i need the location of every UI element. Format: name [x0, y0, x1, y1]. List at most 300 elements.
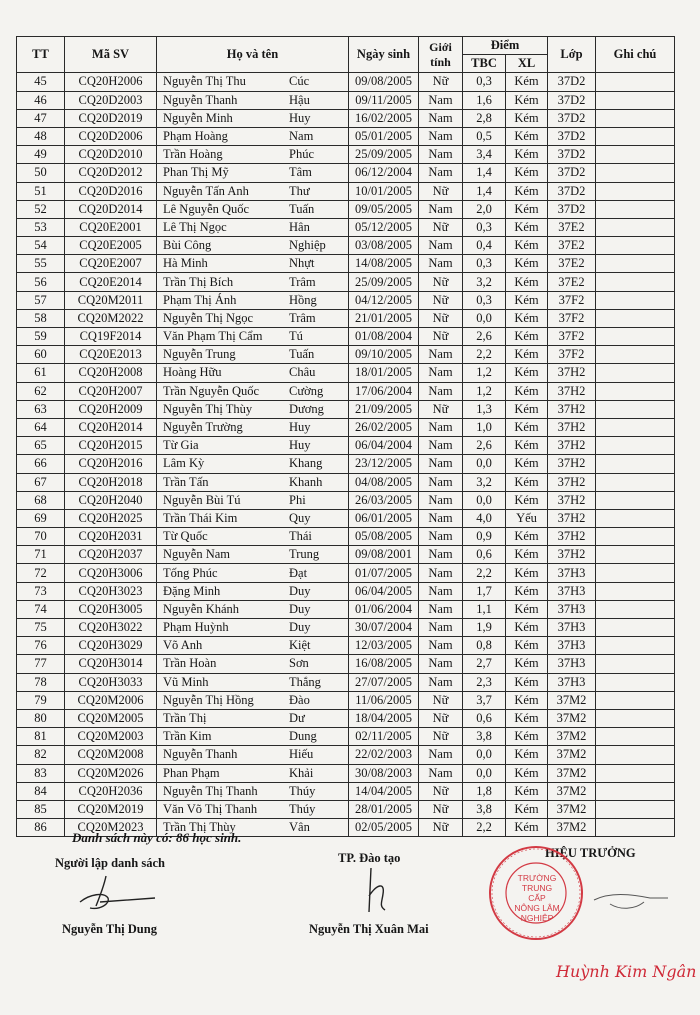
cell-tbc: 2,7	[463, 655, 506, 673]
cell-full-name	[157, 164, 349, 182]
cell-birth-date: 30/07/2004	[349, 619, 419, 637]
cell-tbc: 2,2	[463, 564, 506, 582]
cell-student-id: CQ20H2031	[65, 528, 157, 546]
cell-gender: Nam	[419, 564, 463, 582]
cell-birth-date: 05/12/2005	[349, 218, 419, 236]
cell-class: 37M2	[548, 746, 596, 764]
cell-class: 37H2	[548, 364, 596, 382]
cell-birth-date: 06/04/2005	[349, 582, 419, 600]
cell-surname: Phan Thị Mỹ	[163, 165, 229, 180]
cell-note	[596, 564, 675, 582]
cell-given-name: Duy	[289, 583, 311, 598]
table-row	[17, 746, 675, 764]
cell-xl: Kém	[506, 273, 548, 291]
cell-student-id: CQ20E2007	[65, 255, 157, 273]
cell-gender: Nam	[419, 600, 463, 618]
cell-class: 37E2	[548, 255, 596, 273]
table-row	[17, 800, 675, 818]
cell-birth-date: 16/08/2005	[349, 655, 419, 673]
table-row	[17, 455, 675, 473]
cell-xl: Kém	[506, 73, 548, 91]
student-roster-table	[16, 36, 675, 837]
cell-full-name	[157, 273, 349, 291]
cell-full-name	[157, 600, 349, 618]
cell-surname: Trần Thị Thùy	[163, 820, 236, 835]
cell-xl: Yếu	[506, 509, 548, 527]
cell-given-name: Cường	[289, 383, 324, 398]
cell-note	[596, 364, 675, 382]
cell-birth-date: 04/12/2005	[349, 291, 419, 309]
cell-xl: Kém	[506, 164, 548, 182]
cell-class: 37H2	[548, 546, 596, 564]
cell-xl: Kém	[506, 600, 548, 618]
cell-surname: Nguyễn Thị Thanh	[163, 783, 258, 798]
cell-xl: Kém	[506, 346, 548, 364]
cell-given-name: Trâm	[289, 274, 316, 289]
cell-student-id: CQ20M2008	[65, 746, 157, 764]
cell-full-name	[157, 109, 349, 127]
cell-note	[596, 491, 675, 509]
cell-given-name: Nam	[289, 129, 314, 144]
cell-student-id: CQ20H2037	[65, 546, 157, 564]
cell-student-id: CQ20M2026	[65, 764, 157, 782]
table-row	[17, 418, 675, 436]
cell-given-name: Tuấn	[289, 201, 315, 216]
cell-given-name: Đào	[289, 692, 310, 707]
table-row	[17, 109, 675, 127]
cell-gender: Nam	[419, 746, 463, 764]
cell-xl: Kém	[506, 709, 548, 727]
cell-student-id: CQ20H3023	[65, 582, 157, 600]
table-row	[17, 546, 675, 564]
cell-tbc: 0,3	[463, 73, 506, 91]
cell-gender: Nữ	[419, 782, 463, 800]
cell-tt: 76	[17, 637, 65, 655]
cell-gender: Nam	[419, 491, 463, 509]
cell-birth-date: 02/05/2005	[349, 819, 419, 837]
table-row	[17, 673, 675, 691]
cell-tbc: 0,0	[463, 309, 506, 327]
table-row	[17, 255, 675, 273]
cell-surname: Phạm Huỳnh	[163, 620, 229, 635]
cell-full-name	[157, 546, 349, 564]
cell-full-name	[157, 782, 349, 800]
cell-birth-date: 18/04/2005	[349, 709, 419, 727]
cell-gender: Nam	[419, 673, 463, 691]
cell-given-name: Huy	[289, 438, 311, 453]
cell-given-name: Hậu	[289, 92, 310, 107]
cell-given-name: Dương	[289, 401, 324, 416]
cell-birth-date: 05/08/2005	[349, 528, 419, 546]
cell-tt: 57	[17, 291, 65, 309]
cell-tt: 48	[17, 127, 65, 145]
cell-gender: Nữ	[419, 709, 463, 727]
cell-given-name: Trung	[289, 547, 320, 562]
header-gender: Giới tính	[419, 37, 463, 73]
cell-gender: Nam	[419, 528, 463, 546]
cell-tbc: 2,8	[463, 109, 506, 127]
cell-xl: Kém	[506, 382, 548, 400]
cell-surname: Trần Thái Kim	[163, 510, 238, 525]
cell-birth-date: 11/06/2005	[349, 691, 419, 709]
cell-gender: Nam	[419, 255, 463, 273]
cell-full-name	[157, 200, 349, 218]
cell-note	[596, 764, 675, 782]
table-row	[17, 200, 675, 218]
cell-surname: Từ Quốc	[163, 529, 208, 544]
cell-tt: 83	[17, 764, 65, 782]
cell-full-name	[157, 619, 349, 637]
cell-given-name: Thúy	[289, 783, 316, 798]
cell-class: 37F2	[548, 309, 596, 327]
cell-class: 37D2	[548, 127, 596, 145]
cell-class: 37M2	[548, 800, 596, 818]
cell-class: 37D2	[548, 182, 596, 200]
cell-full-name	[157, 127, 349, 145]
cell-full-name	[157, 91, 349, 109]
cell-xl: Kém	[506, 637, 548, 655]
cell-xl: Kém	[506, 109, 548, 127]
cell-tbc: 0,0	[463, 491, 506, 509]
training-title: TP. Đào tạo	[338, 851, 401, 865]
cell-student-id: CQ20M2022	[65, 309, 157, 327]
cell-tt: 85	[17, 800, 65, 818]
cell-class: 37D2	[548, 73, 596, 91]
cell-note	[596, 237, 675, 255]
cell-full-name	[157, 800, 349, 818]
cell-surname: Nguyễn Thị Thùy	[163, 401, 253, 416]
cell-surname: Nguyễn Thanh	[163, 747, 238, 762]
table-row	[17, 655, 675, 673]
cell-note	[596, 746, 675, 764]
cell-birth-date: 01/07/2005	[349, 564, 419, 582]
cell-class: 37H2	[548, 400, 596, 418]
cell-full-name	[157, 655, 349, 673]
cell-birth-date: 01/08/2004	[349, 328, 419, 346]
cell-tt: 45	[17, 73, 65, 91]
cell-birth-date: 30/08/2003	[349, 764, 419, 782]
cell-class: 37H2	[548, 418, 596, 436]
cell-given-name: Nghiệp	[289, 238, 326, 253]
cell-surname: Trần Hoàng	[163, 147, 223, 162]
table-row	[17, 473, 675, 491]
cell-xl: Kém	[506, 364, 548, 382]
header-birth-date: Ngày sinh	[349, 37, 419, 73]
cell-tbc: 2,6	[463, 437, 506, 455]
cell-gender: Nam	[419, 582, 463, 600]
cell-student-id: CQ20H2015	[65, 437, 157, 455]
cell-birth-date: 09/10/2005	[349, 346, 419, 364]
cell-class: 37H2	[548, 491, 596, 509]
cell-tt: 58	[17, 309, 65, 327]
cell-student-id: CQ20M2005	[65, 709, 157, 727]
cell-given-name: Hân	[289, 219, 310, 234]
cell-tbc: 1,2	[463, 382, 506, 400]
cell-gender: Nam	[419, 109, 463, 127]
cell-gender: Nam	[419, 382, 463, 400]
cell-surname: Phạm Hoàng	[163, 129, 228, 144]
cell-student-id: CQ20M2019	[65, 800, 157, 818]
cell-student-id: CQ20E2005	[65, 237, 157, 255]
cell-full-name	[157, 455, 349, 473]
cell-given-name: Phúc	[289, 147, 314, 162]
cell-birth-date: 04/08/2005	[349, 473, 419, 491]
cell-note	[596, 164, 675, 182]
cell-surname: Tống Phúc	[163, 565, 218, 580]
preparer-signature	[70, 872, 160, 914]
cell-birth-date: 14/08/2005	[349, 255, 419, 273]
cell-gender: Nữ	[419, 800, 463, 818]
cell-xl: Kém	[506, 218, 548, 236]
cell-surname: Trần Tấn	[163, 474, 209, 489]
cell-note	[596, 255, 675, 273]
cell-full-name	[157, 528, 349, 546]
cell-note	[596, 200, 675, 218]
cell-birth-date: 12/03/2005	[349, 637, 419, 655]
cell-given-name: Cúc	[289, 74, 310, 89]
cell-tbc: 0,8	[463, 637, 506, 655]
cell-tt: 84	[17, 782, 65, 800]
cell-full-name	[157, 182, 349, 200]
cell-full-name	[157, 418, 349, 436]
cell-full-name	[157, 473, 349, 491]
cell-class: 37H3	[548, 637, 596, 655]
principal-title: HIỆU TRƯỞNG	[545, 846, 636, 860]
table-row	[17, 237, 675, 255]
cell-student-id: CQ20H2025	[65, 509, 157, 527]
cell-gender: Nữ	[419, 73, 463, 91]
cell-class: 37D2	[548, 109, 596, 127]
cell-tbc: 0,5	[463, 127, 506, 145]
cell-tt: 77	[17, 655, 65, 673]
cell-birth-date: 06/12/2004	[349, 164, 419, 182]
cell-note	[596, 782, 675, 800]
cell-full-name	[157, 400, 349, 418]
cell-class: 37E2	[548, 237, 596, 255]
cell-birth-date: 26/02/2005	[349, 418, 419, 436]
training-signature	[355, 866, 405, 916]
cell-tt: 59	[17, 328, 65, 346]
cell-given-name: Hồng	[289, 292, 317, 307]
cell-xl: Kém	[506, 746, 548, 764]
header-tbc: TBC	[463, 55, 506, 73]
cell-tbc: 1,4	[463, 164, 506, 182]
cell-tbc: 2,2	[463, 346, 506, 364]
cell-surname: Nguyễn Khánh	[163, 601, 240, 616]
cell-tt: 80	[17, 709, 65, 727]
cell-given-name: Phi	[289, 492, 306, 507]
cell-student-id: CQ20H2040	[65, 491, 157, 509]
cell-gender: Nữ	[419, 819, 463, 837]
table-row	[17, 309, 675, 327]
cell-tt: 65	[17, 437, 65, 455]
cell-class: 37H3	[548, 619, 596, 637]
cell-student-id: CQ20H2016	[65, 455, 157, 473]
cell-note	[596, 709, 675, 727]
cell-xl: Kém	[506, 800, 548, 818]
cell-tbc: 2,0	[463, 200, 506, 218]
header-full-name: Họ và tên	[157, 37, 349, 73]
cell-xl: Kém	[506, 455, 548, 473]
cell-surname: Lâm Kỳ	[163, 456, 205, 471]
cell-class: 37D2	[548, 164, 596, 182]
cell-birth-date: 09/08/2005	[349, 73, 419, 91]
cell-student-id: CQ20H3033	[65, 673, 157, 691]
cell-tt: 53	[17, 218, 65, 236]
header-note: Ghi chú	[596, 37, 675, 73]
cell-given-name: Huy	[289, 420, 311, 435]
cell-class: 37D2	[548, 200, 596, 218]
cell-xl: Kém	[506, 127, 548, 145]
table-row	[17, 528, 675, 546]
cell-class: 37H2	[548, 528, 596, 546]
table-row	[17, 691, 675, 709]
cell-student-id: CQ20M2023	[65, 819, 157, 837]
cell-tt: 69	[17, 509, 65, 527]
cell-gender: Nam	[419, 764, 463, 782]
header-row	[17, 37, 675, 55]
cell-given-name: Duy	[289, 601, 311, 616]
cell-tbc: 1,3	[463, 400, 506, 418]
cell-note	[596, 582, 675, 600]
cell-gender: Nam	[419, 455, 463, 473]
cell-birth-date: 10/01/2005	[349, 182, 419, 200]
cell-tbc: 1,2	[463, 364, 506, 382]
cell-class: 37M2	[548, 691, 596, 709]
cell-tt: 61	[17, 364, 65, 382]
cell-tt: 64	[17, 418, 65, 436]
cell-given-name: Vân	[289, 820, 310, 835]
cell-given-name: Khang	[289, 456, 323, 471]
cell-tbc: 3,2	[463, 473, 506, 491]
cell-tt: 51	[17, 182, 65, 200]
table-row	[17, 346, 675, 364]
cell-full-name	[157, 582, 349, 600]
cell-tbc: 0,0	[463, 764, 506, 782]
cell-class: 37H3	[548, 582, 596, 600]
cell-gender: Nữ	[419, 218, 463, 236]
cell-given-name: Sơn	[289, 656, 309, 671]
cell-tbc: 0,0	[463, 746, 506, 764]
cell-xl: Kém	[506, 200, 548, 218]
cell-full-name	[157, 673, 349, 691]
cell-tt: 74	[17, 600, 65, 618]
cell-birth-date: 17/06/2004	[349, 382, 419, 400]
cell-birth-date: 22/02/2003	[349, 746, 419, 764]
cell-tbc: 3,4	[463, 146, 506, 164]
table-row	[17, 619, 675, 637]
cell-tt: 49	[17, 146, 65, 164]
cell-surname: Văn Phạm Thị Cẩm	[163, 329, 263, 344]
cell-class: 37H3	[548, 564, 596, 582]
cell-class: 37M2	[548, 782, 596, 800]
cell-surname: Hà Minh	[163, 256, 208, 271]
cell-xl: Kém	[506, 691, 548, 709]
cell-note	[596, 73, 675, 91]
cell-student-id: CQ20H3005	[65, 600, 157, 618]
cell-xl: Kém	[506, 819, 548, 837]
cell-xl: Kém	[506, 328, 548, 346]
cell-student-id: CQ20M2006	[65, 691, 157, 709]
cell-surname: Trần Nguyễn Quốc	[163, 383, 260, 398]
cell-class: 37D2	[548, 146, 596, 164]
cell-given-name: Trâm	[289, 310, 316, 325]
cell-surname: Hoàng Hữu	[163, 365, 222, 380]
cell-class: 37M2	[548, 709, 596, 727]
cell-given-name: Khải	[289, 765, 314, 780]
cell-student-id: CQ20H2018	[65, 473, 157, 491]
cell-birth-date: 21/09/2005	[349, 400, 419, 418]
cell-xl: Kém	[506, 255, 548, 273]
cell-surname: Trần Thị Bích	[163, 274, 234, 289]
cell-student-id: CQ20H3014	[65, 655, 157, 673]
cell-tbc: 2,6	[463, 328, 506, 346]
cell-xl: Kém	[506, 437, 548, 455]
cell-xl: Kém	[506, 782, 548, 800]
cell-student-id: CQ20H3006	[65, 564, 157, 582]
cell-surname: Nguyễn Trường	[163, 420, 243, 435]
cell-tbc: 3,8	[463, 728, 506, 746]
cell-class: 37H3	[548, 600, 596, 618]
cell-gender: Nữ	[419, 691, 463, 709]
cell-gender: Nam	[419, 146, 463, 164]
cell-xl: Kém	[506, 418, 548, 436]
cell-class: 37H2	[548, 437, 596, 455]
cell-note	[596, 400, 675, 418]
table-row	[17, 91, 675, 109]
table-row	[17, 182, 675, 200]
cell-student-id: CQ20D2019	[65, 109, 157, 127]
cell-class: 37H3	[548, 673, 596, 691]
header-score: Điểm	[463, 37, 548, 55]
cell-student-id: CQ20M2011	[65, 291, 157, 309]
cell-xl: Kém	[506, 237, 548, 255]
cell-student-id: CQ20H2009	[65, 400, 157, 418]
cell-given-name: Tuấn	[289, 347, 315, 362]
cell-gender: Nữ	[419, 728, 463, 746]
cell-gender: Nam	[419, 418, 463, 436]
cell-surname: Lê Nguyễn Quốc	[163, 201, 250, 216]
cell-student-id: CQ19F2014	[65, 328, 157, 346]
cell-birth-date: 06/04/2004	[349, 437, 419, 455]
cell-tbc: 3,7	[463, 691, 506, 709]
cell-student-id: CQ20D2014	[65, 200, 157, 218]
cell-class: 37F2	[548, 291, 596, 309]
cell-birth-date: 21/01/2005	[349, 309, 419, 327]
cell-surname: Nguyễn Thị Ngọc	[163, 310, 254, 325]
cell-surname: Nguyễn Tấn Anh	[163, 183, 249, 198]
cell-surname: Phạm Thị Ánh	[163, 292, 237, 307]
cell-given-name: Quy	[289, 510, 311, 525]
header-class: Lớp	[548, 37, 596, 73]
cell-note	[596, 600, 675, 618]
cell-surname: Võ Anh	[163, 638, 203, 653]
cell-given-name: Đạt	[289, 565, 308, 580]
roster-body	[17, 73, 675, 837]
cell-class: 37M2	[548, 819, 596, 837]
cell-birth-date: 09/11/2005	[349, 91, 419, 109]
cell-tt: 50	[17, 164, 65, 182]
table-row	[17, 709, 675, 727]
table-row	[17, 564, 675, 582]
cell-birth-date: 05/01/2005	[349, 127, 419, 145]
cell-class: 37H2	[548, 509, 596, 527]
cell-full-name	[157, 437, 349, 455]
cell-tt: 73	[17, 582, 65, 600]
table-row	[17, 218, 675, 236]
cell-class: 37E2	[548, 273, 596, 291]
cell-gender: Nữ	[419, 309, 463, 327]
